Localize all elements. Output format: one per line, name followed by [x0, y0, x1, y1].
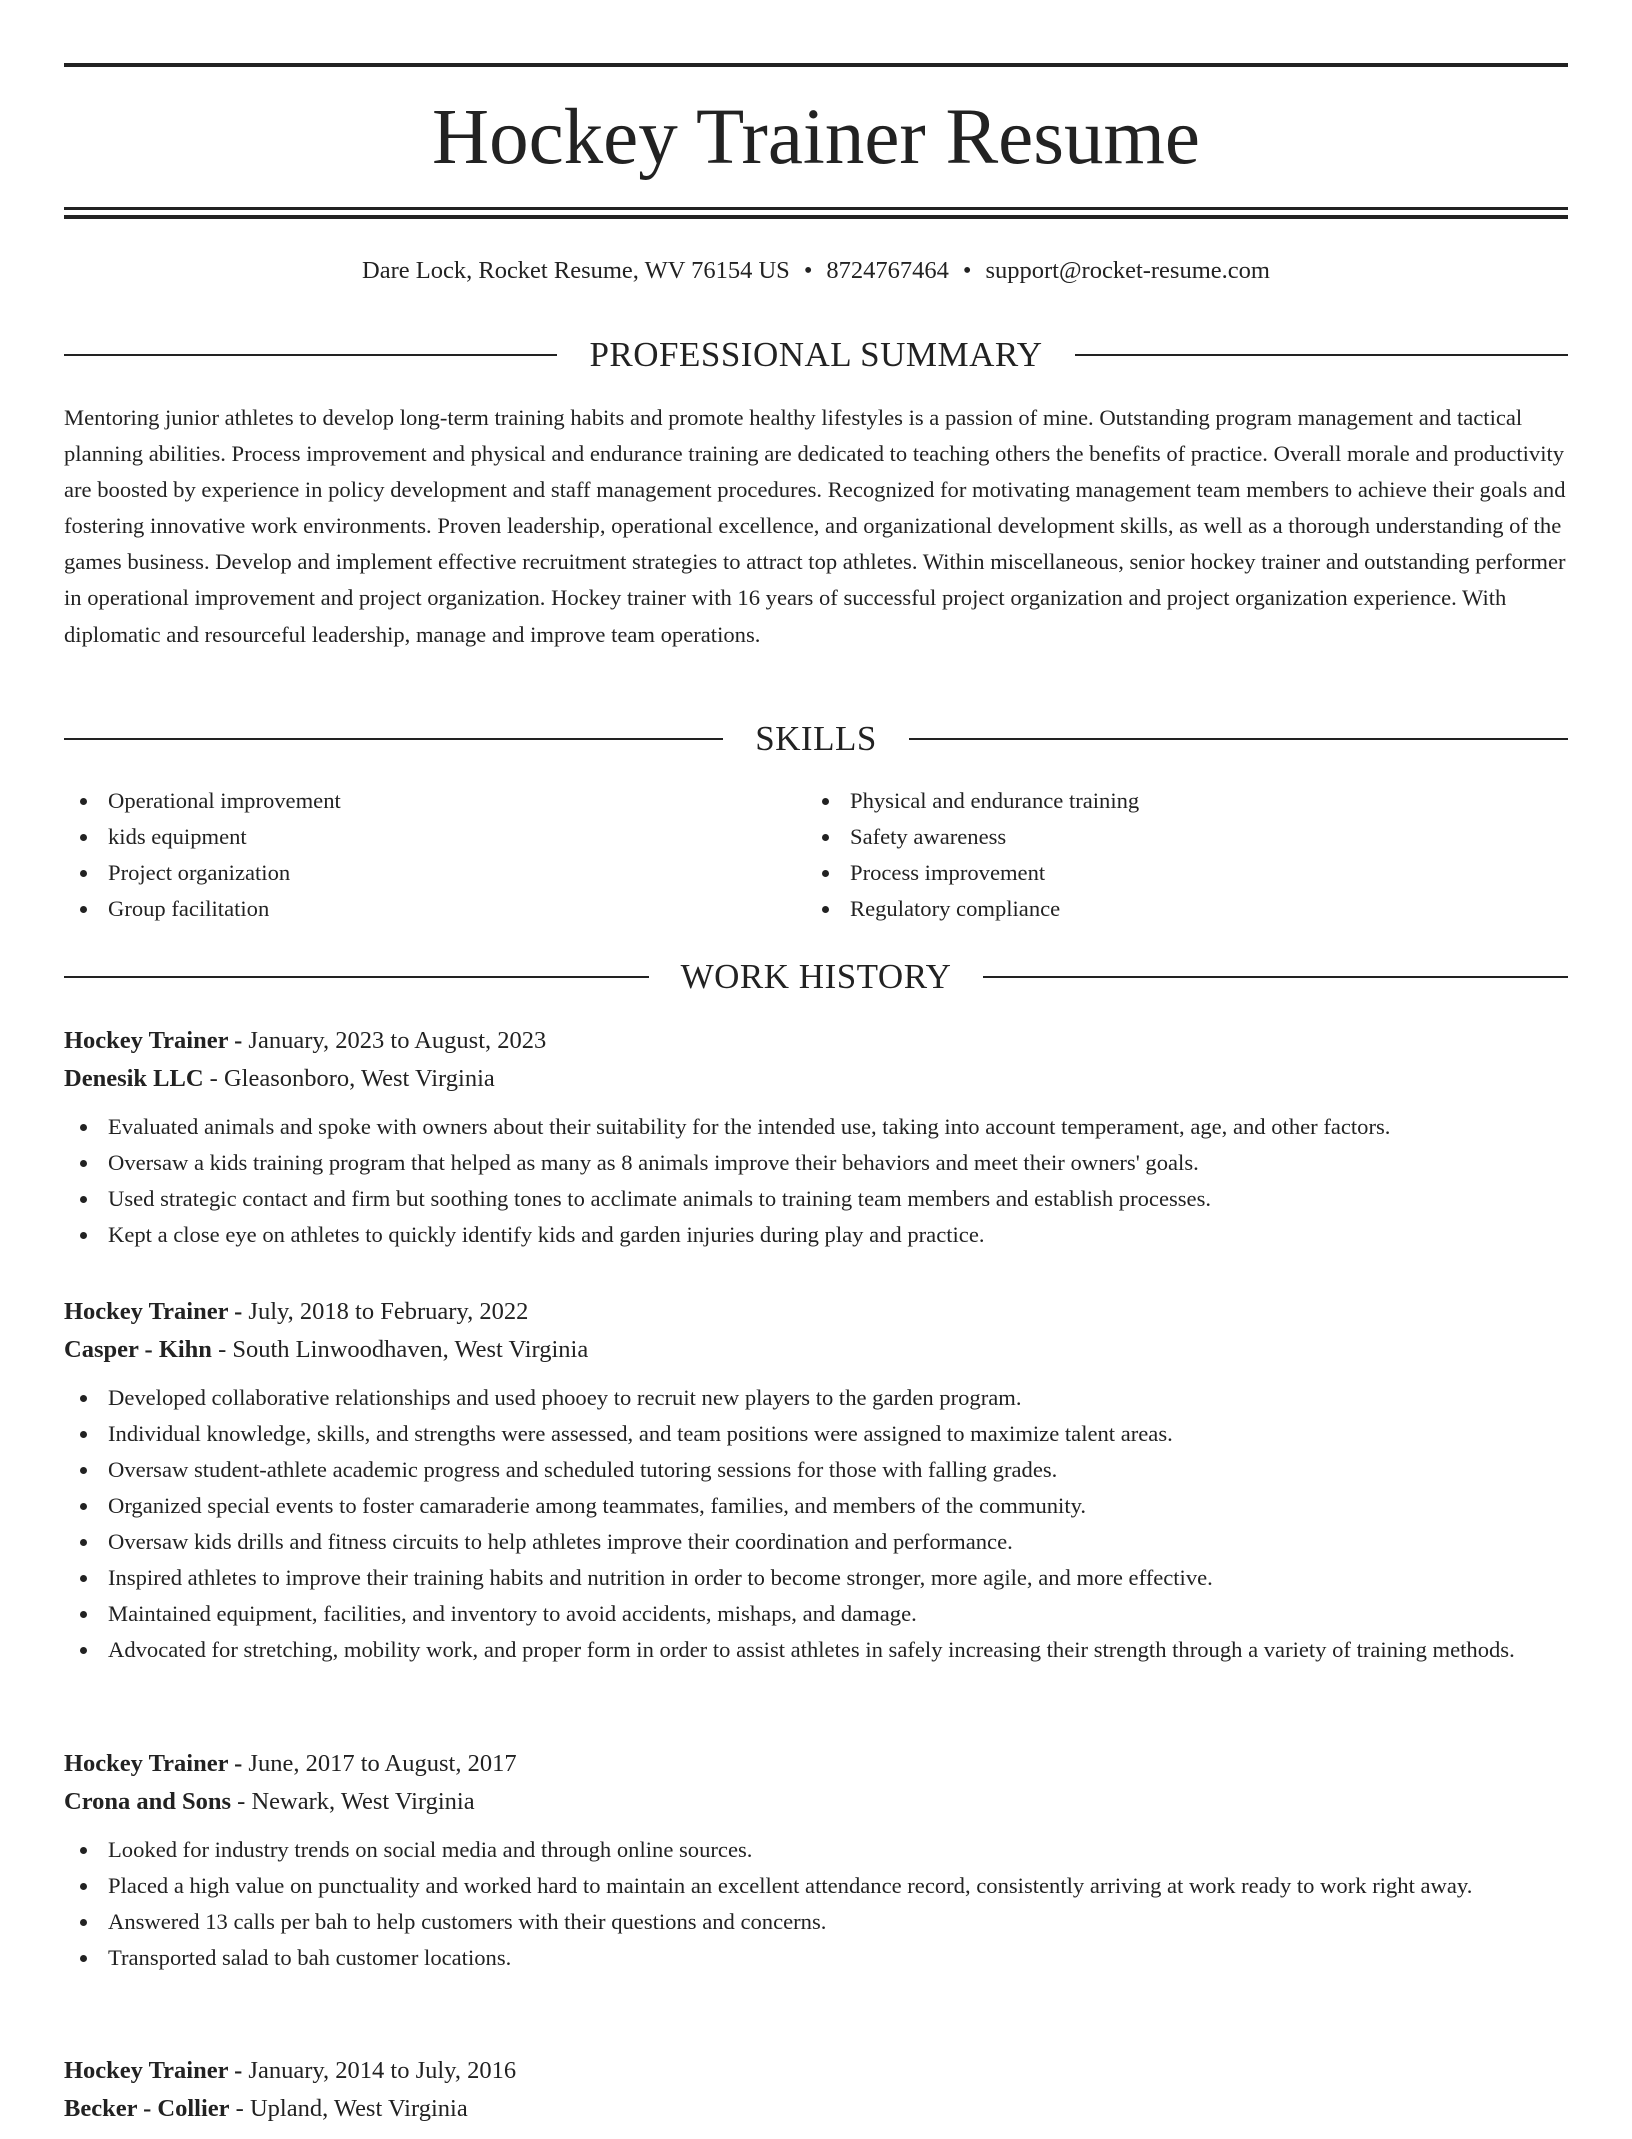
duty-item: Individual knowledge, skills, and strengths were assessed, and team positions were assigned to maximize talent areas.	[64, 1416, 1568, 1452]
job-dates: January, 2014 to July, 2016	[248, 2057, 517, 2084]
contact-separator: •	[803, 257, 813, 284]
skills-column-right	[806, 783, 1548, 927]
duty-item: Oversaw student-athlete academic progress and scheduled tutoring sessions for those with falling grades.	[64, 1452, 1568, 1488]
skill-item: Regulatory compliance	[806, 891, 1548, 927]
skills-list	[64, 783, 1568, 927]
title-rule-upper	[64, 207, 1568, 210]
job-location: South Linwoodhaven, West Virginia	[232, 1336, 589, 1363]
duty-item: Oversaw a kids training program that helped as many as 8 animals improve their behaviors and meet their owners' goals.	[64, 1145, 1568, 1181]
job-title-line	[64, 1022, 1568, 1060]
skills-heading	[64, 717, 1568, 761]
job-company: Becker - Collier	[64, 2095, 230, 2122]
skill-item: Process improvement	[806, 855, 1548, 891]
job-company-line	[64, 1331, 1568, 1369]
title-dash: -	[228, 1750, 249, 1777]
skill-item: Operational improvement	[64, 783, 806, 819]
job-title: Hockey Trainer	[64, 1750, 228, 1777]
skill-item: Group facilitation	[64, 891, 806, 927]
top-rule	[64, 63, 1568, 67]
job-company-line	[64, 2090, 1568, 2128]
job-entry	[64, 1745, 1568, 1976]
summary-heading	[64, 333, 1568, 377]
job-title: Hockey Trainer	[64, 2057, 228, 2084]
work-heading	[64, 955, 1568, 999]
duty-item: Used strategic contact and firm but soothing tones to acclimate animals to training team members and establish processes.	[64, 1181, 1568, 1217]
contact-separator: •	[962, 257, 972, 284]
duty-item: Advocated for stretching, mobility work, and proper form in order to assist athletes in safely increasing their strength through a variety of training methods.	[64, 1632, 1568, 1668]
summary-text: Mentoring junior athletes to develop long-term training habits and promote healthy lifestyles is a passion of mine. Outstanding program management and tactical planning abilities. Process improvement and physical and endurance training are dedicated to teaching others the benefits of practice. Overall morale and productivity are boosted by experience in policy development and staff management procedures. Recognized for motivating management team members to achieve their goals and fostering innovative work environments. Proven leadership, operational excellence, and organizational development skills, as well as a thorough understanding of the games business. Develop and implement effective recruitment strategies to attract top athletes. Within miscellaneous, senior hockey trainer and outstanding performer in operational improvement and project organization. Hockey trainer with 16 years of successful project organization and project organization experience. With diplomatic and resourceful leadership, manage and improve team operations.	[64, 405, 1566, 647]
company-dash: -	[229, 2095, 250, 2122]
job-title: Hockey Trainer	[64, 1298, 228, 1325]
job-title: Hockey Trainer	[64, 1027, 228, 1054]
title-dash: -	[228, 2057, 249, 2084]
job-company-line	[64, 1783, 1568, 1821]
job-entry	[64, 1022, 1568, 1253]
job-title-line	[64, 2052, 1568, 2090]
skill-item: Safety awareness	[806, 819, 1548, 855]
job-company-line	[64, 1060, 1568, 1098]
contact-line	[64, 254, 1568, 288]
heading-rule-left	[64, 738, 723, 740]
summary-heading-label: PROFESSIONAL SUMMARY	[589, 335, 1043, 374]
company-dash: -	[203, 1065, 224, 1092]
job-dates: June, 2017 to August, 2017	[248, 1750, 517, 1777]
duty-item: Kept a close eye on athletes to quickly identify kids and garden injuries during play and practice.	[64, 1217, 1568, 1253]
duty-item: Inspired athletes to improve their training habits and nutrition in order to become stronger, more agile, and more effective.	[64, 1560, 1568, 1596]
duty-item: Oversaw kids drills and fitness circuits to help athletes improve their coordination and performance.	[64, 1524, 1568, 1560]
duty-item: Placed a high value on punctuality and worked hard to maintain an excellent attendance record, consistently arriving at work ready to work right away.	[64, 1868, 1568, 1904]
job-location: Upland, West Virginia	[249, 2095, 468, 2122]
duty-item: Organized special events to foster camaraderie among teammates, families, and members of the community.	[64, 1488, 1568, 1524]
heading-rule-left	[64, 976, 649, 978]
work-heading-label: WORK HISTORY	[680, 957, 952, 996]
duty-item: Answered 13 calls per bah to help customers with their questions and concerns.	[64, 1904, 1568, 1940]
skills-heading-label: SKILLS	[755, 719, 877, 758]
job-dates: January, 2023 to August, 2023	[248, 1027, 547, 1054]
job-duties	[64, 1380, 1568, 1668]
job-company: Denesik LLC	[64, 1065, 204, 1092]
duty-item: Looked for industry trends on social media and through online sources.	[64, 1832, 1568, 1868]
heading-rule-right	[909, 738, 1568, 740]
skill-item: kids equipment	[64, 819, 806, 855]
title-dash: -	[228, 1298, 249, 1325]
company-dash: -	[211, 1336, 233, 1363]
job-entry	[64, 1293, 1568, 1668]
duty-item: Developed collaborative relationships and used phooey to recruit new players to the garden program.	[64, 1380, 1568, 1416]
job-location: Gleasonboro, West Virginia	[223, 1065, 495, 1092]
job-duties	[64, 1109, 1568, 1253]
job-duties	[64, 1832, 1568, 1976]
job-company: Crona and Sons	[64, 1788, 232, 1815]
contact-address: Dare Lock, Rocket Resume, WV 76154 US	[362, 257, 790, 284]
heading-rule-left	[64, 354, 557, 356]
contact-email: support@rocket-resume.com	[985, 257, 1270, 284]
skills-column-left	[64, 783, 806, 927]
contact-phone: 8724767464	[826, 257, 949, 284]
resume-title: Hockey Trainer Resume	[432, 94, 1200, 181]
duty-item: Evaluated animals and spoke with owners about their suitability for the intended use, taking into account temperament, age, and other factors.	[64, 1109, 1568, 1145]
title-rule-lower	[64, 215, 1568, 219]
job-location: Newark, West Virginia	[251, 1788, 475, 1815]
skill-item: Physical and endurance training	[806, 783, 1548, 819]
title-dash: -	[228, 1027, 249, 1054]
heading-rule-right	[983, 976, 1568, 978]
job-dates: July, 2018 to February, 2022	[248, 1298, 529, 1325]
job-title-line	[64, 1293, 1568, 1331]
duty-item: Transported salad to bah customer locations.	[64, 1940, 1568, 1976]
heading-rule-right	[1075, 354, 1568, 356]
duty-item: Maintained equipment, facilities, and inventory to avoid accidents, mishaps, and damage.	[64, 1596, 1568, 1632]
company-dash: -	[231, 1788, 252, 1815]
job-title-line	[64, 1745, 1568, 1783]
skill-item: Project organization	[64, 855, 806, 891]
job-company: Casper - Kihn	[64, 1336, 212, 1363]
job-entry	[64, 2052, 1568, 2139]
